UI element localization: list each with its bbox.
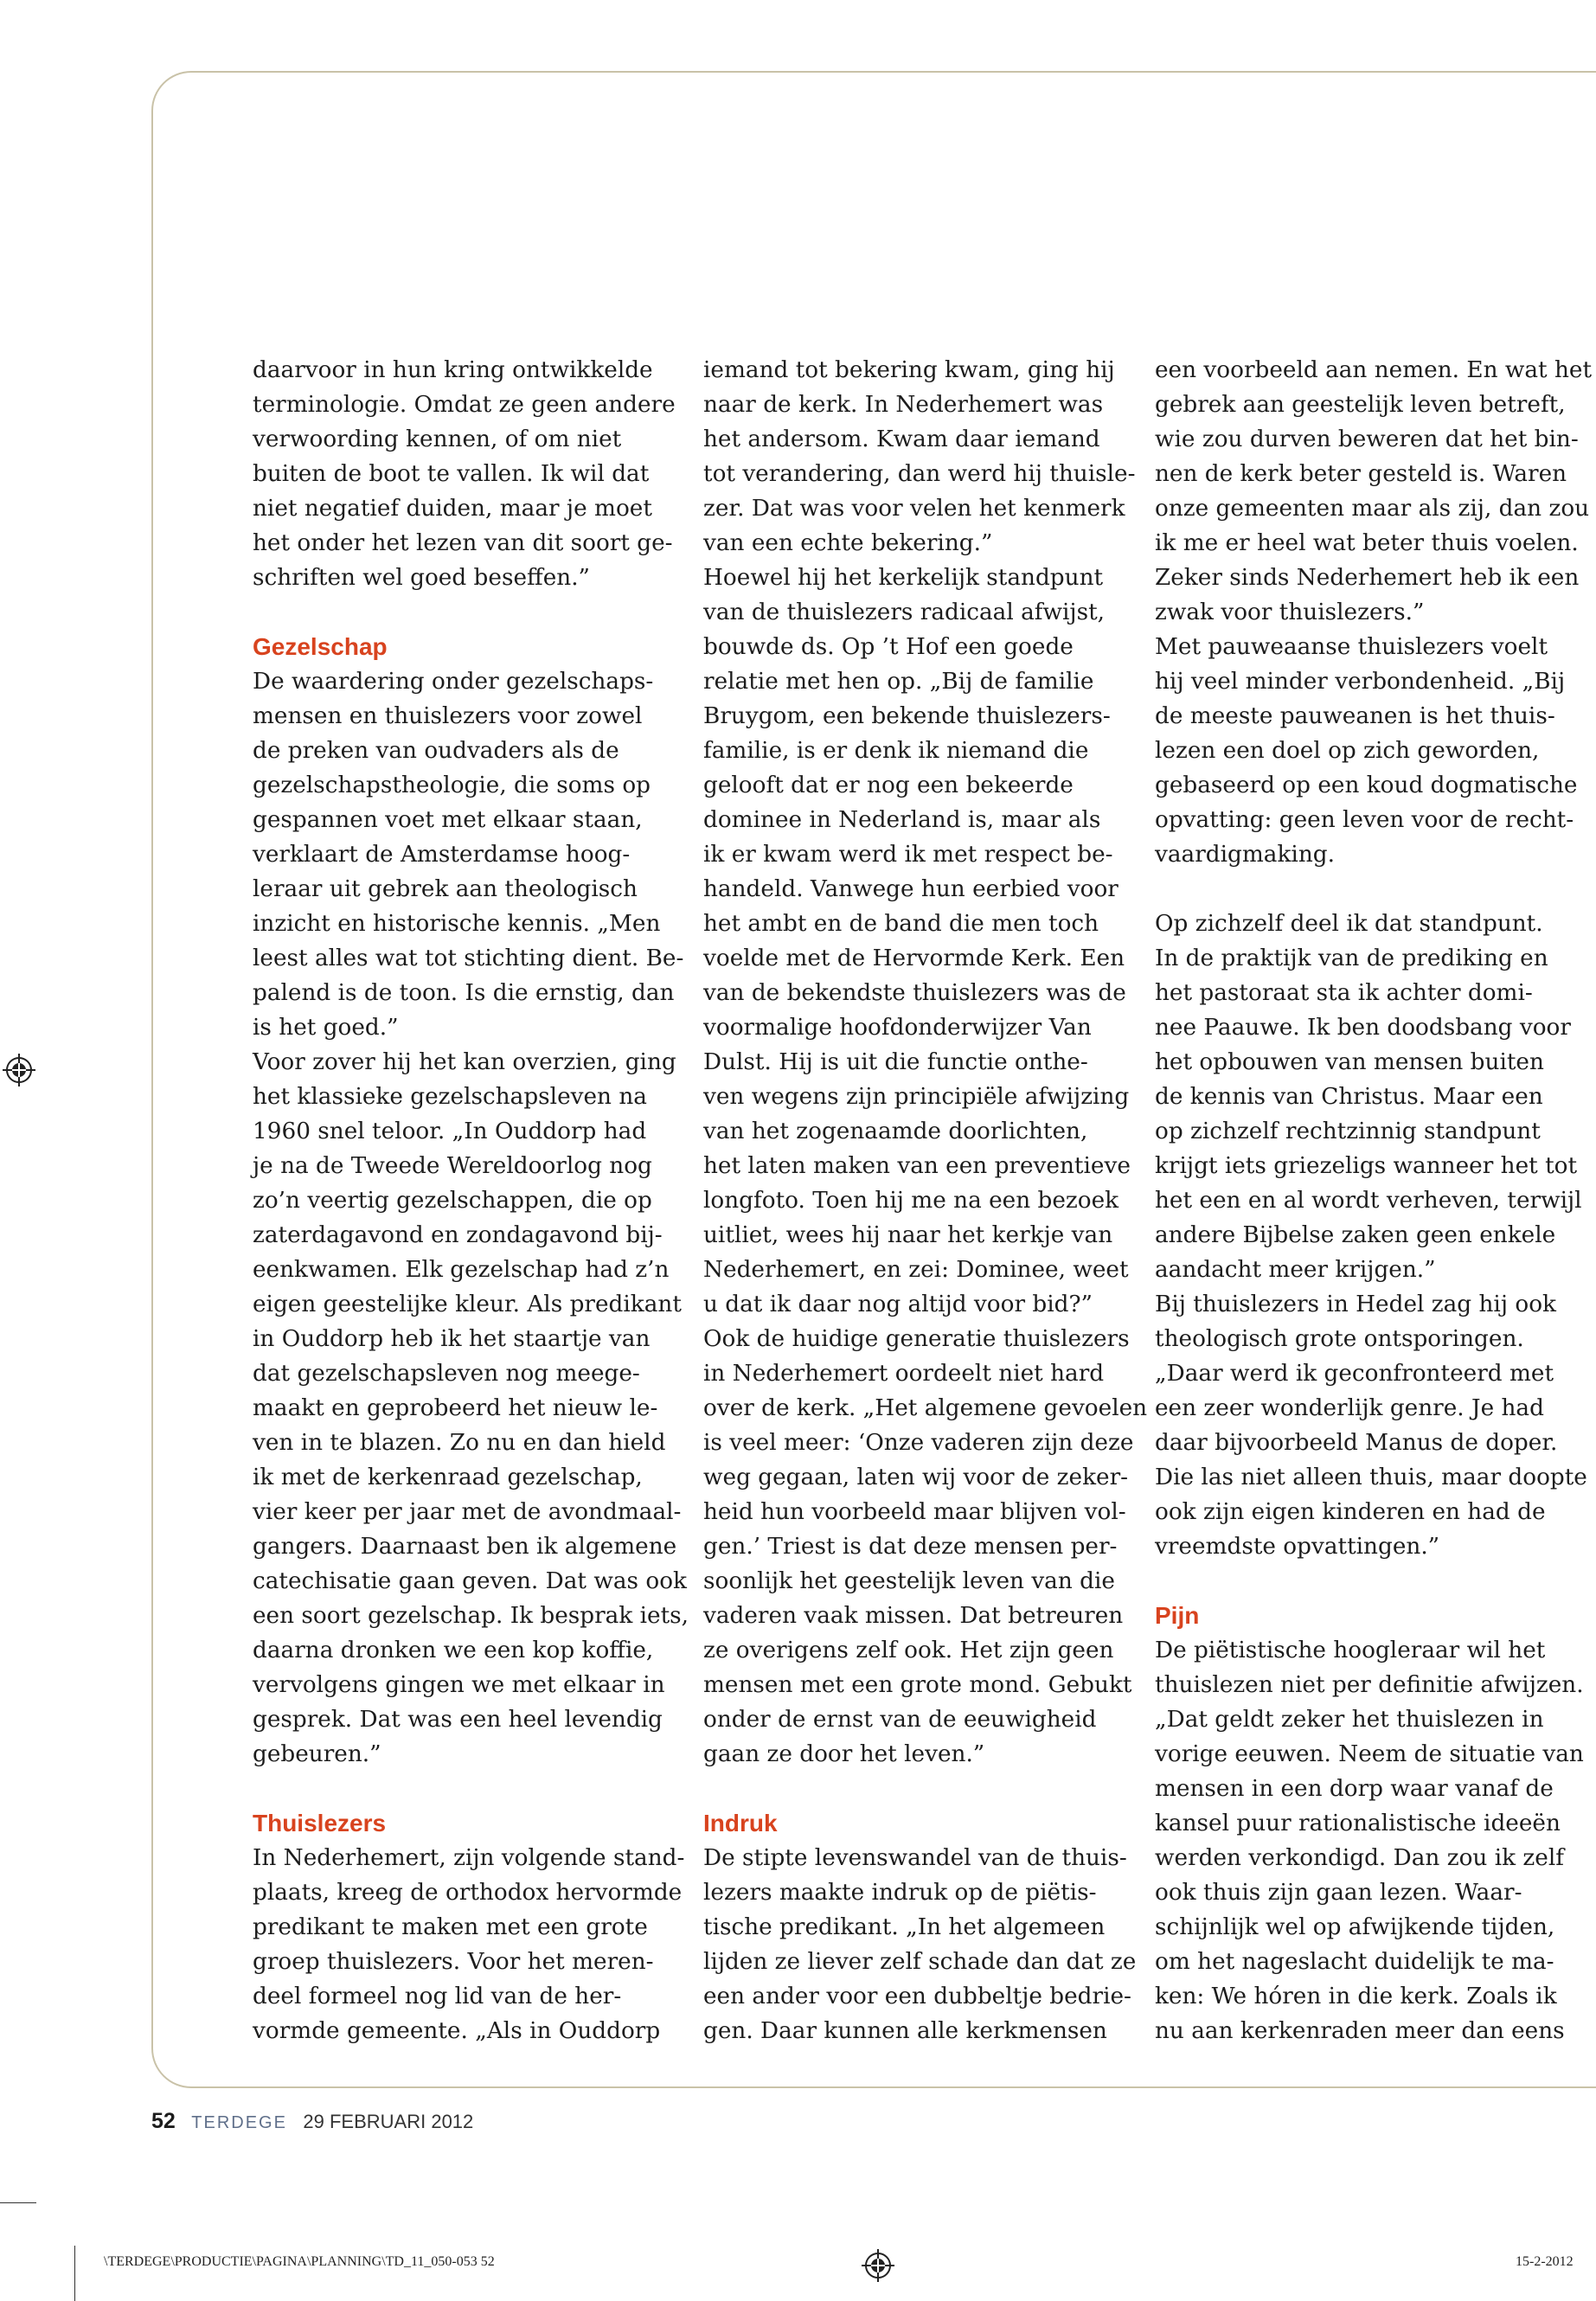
text-line: vormde gemeente. „Als in Ouddorp [253, 2018, 661, 2044]
text-line: een soort gezelschap. Ik besprak iets, [253, 1603, 689, 1629]
text-line: lezen een doel op zich geworden, [1155, 738, 1540, 764]
text-line: vaderen vaak missen. Dat betreuren [703, 1603, 1124, 1629]
text-line: ven wegens zijn principiële afwijzing [703, 1084, 1130, 1110]
text-line: kansel puur rationalistische ideeën [1155, 1811, 1561, 1836]
text-line: vaardigmaking. [1155, 842, 1335, 868]
text-line: nen de kerk beter gesteld is. Waren [1155, 461, 1567, 487]
col1-block-b [253, 664, 689, 1772]
text-line: zer. Dat was voor velen het kenmerk [703, 496, 1125, 522]
text-line: hij veel minder verbondenheid. „Bij [1155, 669, 1566, 695]
page-footer [151, 2109, 473, 2138]
text-line: inzicht en historische kennis. „Men [253, 911, 661, 937]
text-line: nee Paauwe. Ik ben doodsbang voor [1155, 1015, 1571, 1041]
text-line: bouwde ds. Op ’t Hof een goede [703, 634, 1074, 660]
text-line: Op zichzelf deel ik dat standpunt. [1155, 911, 1543, 937]
text-line: u dat ik daar nog altijd voor bid?” [703, 1292, 1093, 1317]
text-line: „Daar werd ik geconfronteerd met [1155, 1361, 1554, 1387]
heading-thuislezers: Thuislezers [253, 1810, 387, 1836]
text-line: onze gemeenten maar als zij, dan zou [1155, 496, 1590, 522]
text-line: om het nageslacht duidelijk te ma- [1155, 1949, 1554, 1975]
text-line: ik me er heel wat beter thuis voelen. [1155, 530, 1579, 556]
text-line: ik er kwam werd ik met respect be- [703, 842, 1113, 868]
text-line: relatie met hen op. „Bij de familie [703, 669, 1094, 695]
registration-mark-icon [3, 1054, 35, 1086]
text-line: de kennis van Christus. Maar een [1155, 1084, 1543, 1110]
text-line: is het goed.” [253, 1015, 399, 1041]
text-line: gesprek. Dat was een heel levendig [253, 1707, 663, 1733]
text-line: vervolgens gingen we met elkaar in [253, 1672, 665, 1698]
magazine-name: TERDEGE [191, 2113, 287, 2132]
col1-block-a [253, 353, 676, 595]
text-line: gaan ze door het leven.” [703, 1741, 985, 1767]
text-line: andere Bijbelse zaken geen enkele [1155, 1222, 1556, 1248]
text-line: over de kerk. „Het algemene gevoelen [703, 1395, 1148, 1421]
text-line: gen. Daar kunnen alle kerkmensen [703, 2018, 1107, 2044]
issue-date: 29 FEBRUARI 2012 [303, 2111, 474, 2132]
text-line: iemand tot bekering kwam, ging hij [703, 357, 1115, 383]
text-line: ken: We hóren in die kerk. Zoals ik [1155, 1984, 1557, 2009]
text-line: weg gegaan, laten wij voor de zeker- [703, 1465, 1129, 1490]
text-line: het pastoraat sta ik achter domi- [1155, 980, 1533, 1006]
text-line: tische predikant. „In het algemeen [703, 1914, 1106, 1940]
text-line: handeld. Vanwege hun eerbied voor [703, 876, 1118, 902]
text-line: nu aan kerkenraden meer dan eens [1155, 2018, 1565, 2044]
text-line: theologisch grote ontsporingen. [1155, 1326, 1524, 1352]
text-line: van de thuislezers radicaal afwijst, [703, 599, 1105, 625]
text-line: gen.’ Triest is dat deze mensen per- [703, 1534, 1118, 1560]
text-line: „Dat geldt zeker het thuislezen in [1155, 1707, 1544, 1733]
text-line: van de bekendste thuislezers was de [703, 980, 1126, 1006]
col3-block-a [1155, 353, 1593, 872]
text-line: verklaart de Amsterdamse hoog- [253, 842, 631, 868]
text-line: ik met de kerkenraad gezelschap, [253, 1465, 643, 1490]
text-line: het klassieke gezelschapsleven na [253, 1084, 647, 1110]
text-line: de meeste pauweanen is het thuis- [1155, 703, 1555, 729]
text-line: lijden ze liever zelf schade dan dat ze [703, 1949, 1137, 1975]
text-line: dat gezelschapsleven nog meege- [253, 1361, 640, 1387]
text-line: tot verandering, dan werd hij thuisle- [703, 461, 1136, 487]
text-line: ook zijn eigen kinderen en had de [1155, 1499, 1546, 1525]
text-line: een ander voor een dubbeltje bedrie- [703, 1984, 1131, 2009]
text-line: naar de kerk. In Nederhemert was [703, 392, 1104, 418]
text-line: Die las niet alleen thuis, maar doopte [1155, 1465, 1587, 1490]
text-line: longfoto. Toen hij me na een bezoek [703, 1188, 1119, 1214]
text-line: op zichzelf rechtzinnig standpunt [1155, 1118, 1541, 1144]
text-line: Bij thuislezers in Hedel zag hij ook [1155, 1292, 1556, 1317]
article-column-2 [703, 353, 1148, 2048]
col1-block-c [253, 1841, 685, 2048]
crop-mark [74, 2246, 75, 2301]
text-line: van een echte bekering.” [703, 530, 993, 556]
text-line: het ambt en de band die men toch [703, 911, 1099, 937]
text-line: plaats, kreeg de orthodox hervormde [253, 1880, 683, 1906]
text-line: Met pauweaanse thuislezers voelt [1155, 634, 1548, 660]
text-line: terminologie. Omdat ze geen andere [253, 392, 676, 418]
text-line: mensen met een grote mond. Gebukt [703, 1672, 1132, 1698]
text-line: zwak voor thuislezers.” [1155, 599, 1425, 625]
text-line: thuislezen niet per definitie afwijzen. [1155, 1672, 1584, 1698]
text-line: eigen geestelijke kleur. Als predikant [253, 1292, 682, 1317]
text-line: gebaseerd op een koud dogmatische [1155, 772, 1578, 798]
text-line: In de praktijk van de prediking en [1155, 945, 1548, 971]
heading-gezelschap: Gezelschap [253, 633, 388, 660]
text-line: ven in te blazen. Zo nu en dan hield [253, 1430, 666, 1456]
text-line: gangers. Daarnaast ben ik algemene [253, 1534, 677, 1560]
text-line: uitliet, wees hij naar het kerkje van [703, 1222, 1113, 1248]
text-line: Dulst. Hij is uit die functie onthe- [703, 1049, 1088, 1075]
text-line: ze overigens zelf ook. Het zijn geen [703, 1638, 1114, 1663]
text-line: schijnlijk wel op afwijkende tijden, [1155, 1914, 1555, 1940]
text-line: krijgt iets griezeligs wanneer het tot [1155, 1153, 1578, 1179]
text-line: soonlijk het geestelijk leven van die [703, 1568, 1115, 1594]
text-line: leraar uit gebrek aan theologisch [253, 876, 638, 902]
text-line: het opbouwen van mensen buiten [1155, 1049, 1544, 1075]
text-line: deel formeel nog lid van de her- [253, 1984, 622, 2009]
heading-indruk: Indruk [703, 1810, 778, 1836]
col2-block-b [703, 1841, 1137, 2048]
text-line: leest alles wat tot stichting dient. Be- [253, 945, 684, 971]
text-line: gebeuren.” [253, 1741, 381, 1767]
text-line: predikant te maken met een grote [253, 1914, 648, 1940]
text-line: mensen in een dorp waar vanaf de [1155, 1776, 1554, 1802]
text-line: groep thuislezers. Voor het meren- [253, 1949, 654, 1975]
text-line: De stipte levenswandel van de thuis- [703, 1845, 1127, 1871]
text-line: ook thuis zijn gaan lezen. Waar- [1155, 1880, 1522, 1906]
registration-mark-icon [862, 2249, 894, 2282]
text-line: zaterdagavond en zondagavond bij- [253, 1222, 663, 1248]
text-line: Bruygom, een bekende thuislezers- [703, 703, 1111, 729]
text-line: aandacht meer krijgen.” [1155, 1257, 1436, 1283]
text-line: maakt en geprobeerd het nieuw le- [253, 1395, 658, 1421]
text-line: schriften wel goed beseffen.” [253, 565, 590, 591]
text-line: opvatting: geen leven voor de recht- [1155, 807, 1574, 833]
text-line: familie, is er denk ik niemand die [703, 738, 1089, 764]
text-line: verwoording kennen, of om niet [253, 426, 622, 452]
text-line: mensen en thuislezers voor zowel [253, 703, 643, 729]
text-line: voormalige hoofdonderwijzer Van [703, 1015, 1092, 1041]
article-column-3 [1155, 353, 1593, 2048]
text-line: wie zou durven beweren dat het bin- [1155, 426, 1579, 452]
text-line: daar bijvoorbeeld Manus de doper. [1155, 1430, 1558, 1456]
text-line: onder de ernst van de eeuwigheid [703, 1707, 1097, 1733]
text-line: vier keer per jaar met de avondmaal- [253, 1499, 682, 1525]
text-line: niet negatief duiden, maar je moet [253, 496, 652, 522]
text-line: heid hun voorbeeld maar blijven vol- [703, 1499, 1126, 1525]
text-line: daarna dronken we een kop koffie, [253, 1638, 654, 1663]
text-line: buiten de boot te vallen. Ik wil dat [253, 461, 650, 487]
text-line: De piëtistische hoogleraar wil het [1155, 1638, 1546, 1663]
text-line: gebrek aan geestelijk leven betreft, [1155, 392, 1566, 418]
text-line: werden verkondigd. Dan zou ik zelf [1155, 1845, 1564, 1871]
text-line: het een en al wordt verheven, terwijl [1155, 1188, 1582, 1214]
text-line: je na de Tweede Wereldoorlog nog [253, 1153, 652, 1179]
text-line: 1960 snel teloor. „In Ouddorp had [253, 1118, 647, 1144]
text-line: gezelschapstheologie, die soms op [253, 772, 651, 798]
crop-mark [0, 2202, 36, 2203]
text-line: catechisatie gaan geven. Dat was ook [253, 1568, 687, 1594]
text-line: dominee in Nederland is, maar als [703, 807, 1101, 833]
text-line: een zeer wonderlijk genre. Je had [1155, 1395, 1544, 1421]
col3-block-c [1155, 1633, 1584, 2048]
slug-date: 15-2-2012 [1516, 2254, 1574, 2269]
text-line: in Ouddorp heb ik het staartje van [253, 1326, 651, 1352]
text-line: van het zogenaamde doorlichten, [703, 1118, 1088, 1144]
col3-block-b [1155, 907, 1587, 1564]
text-line: Ook de huidige generatie thuislezers [703, 1326, 1130, 1352]
article-column-1 [253, 353, 689, 2048]
text-line: voelde met de Hervormde Kerk. Een [703, 945, 1125, 971]
text-line: lezers maakte indruk op de piëtis- [703, 1880, 1097, 1906]
text-line: het onder het lezen van dit soort ge- [253, 530, 673, 556]
text-line: Nederhemert, en zei: Dominee, weet [703, 1257, 1129, 1283]
text-line: Voor zover hij het kan overzien, ging [253, 1049, 676, 1075]
text-line: het andersom. Kwam daar iemand [703, 426, 1100, 452]
text-line: vorige eeuwen. Neem de situatie van [1155, 1741, 1584, 1767]
text-line: de preken van oudvaders als de [253, 738, 619, 764]
heading-pijn: Pijn [1155, 1602, 1200, 1629]
text-line: in Nederhemert oordeelt niet hard [703, 1361, 1105, 1387]
col2-block-a [703, 353, 1148, 1772]
text-line: eenkwamen. Elk gezelschap had z’n [253, 1257, 670, 1283]
text-line: zo’n veertig gezelschappen, die op [253, 1188, 652, 1214]
text-line: daarvoor in hun kring ontwikkelde [253, 357, 653, 383]
text-line: is veel meer: ‘Onze vaderen zijn deze [703, 1430, 1134, 1456]
text-line: Zeker sinds Nederhemert heb ik een [1155, 565, 1580, 591]
text-line: een voorbeeld aan nemen. En wat het [1155, 357, 1593, 383]
slug-path: \TERDEGE\PRODUCTIE\PAGINA\PLANNING\TD_11_050-053 52 [104, 2254, 495, 2269]
text-line: gespannen voet met elkaar staan, [253, 807, 643, 833]
text-line: Hoewel hij het kerkelijk standpunt [703, 565, 1104, 591]
text-line: het laten maken van een preventieve [703, 1153, 1131, 1179]
page-number: 52 [151, 2109, 176, 2133]
text-line: De waardering onder gezelschaps- [253, 669, 654, 695]
text-line: palend is de toon. Is die ernstig, dan [253, 980, 675, 1006]
text-line: gelooft dat er nog een bekeerde [703, 772, 1074, 798]
text-line: vreemdste opvattingen.” [1155, 1534, 1440, 1560]
text-line: In Nederhemert, zijn volgende stand- [253, 1845, 685, 1871]
